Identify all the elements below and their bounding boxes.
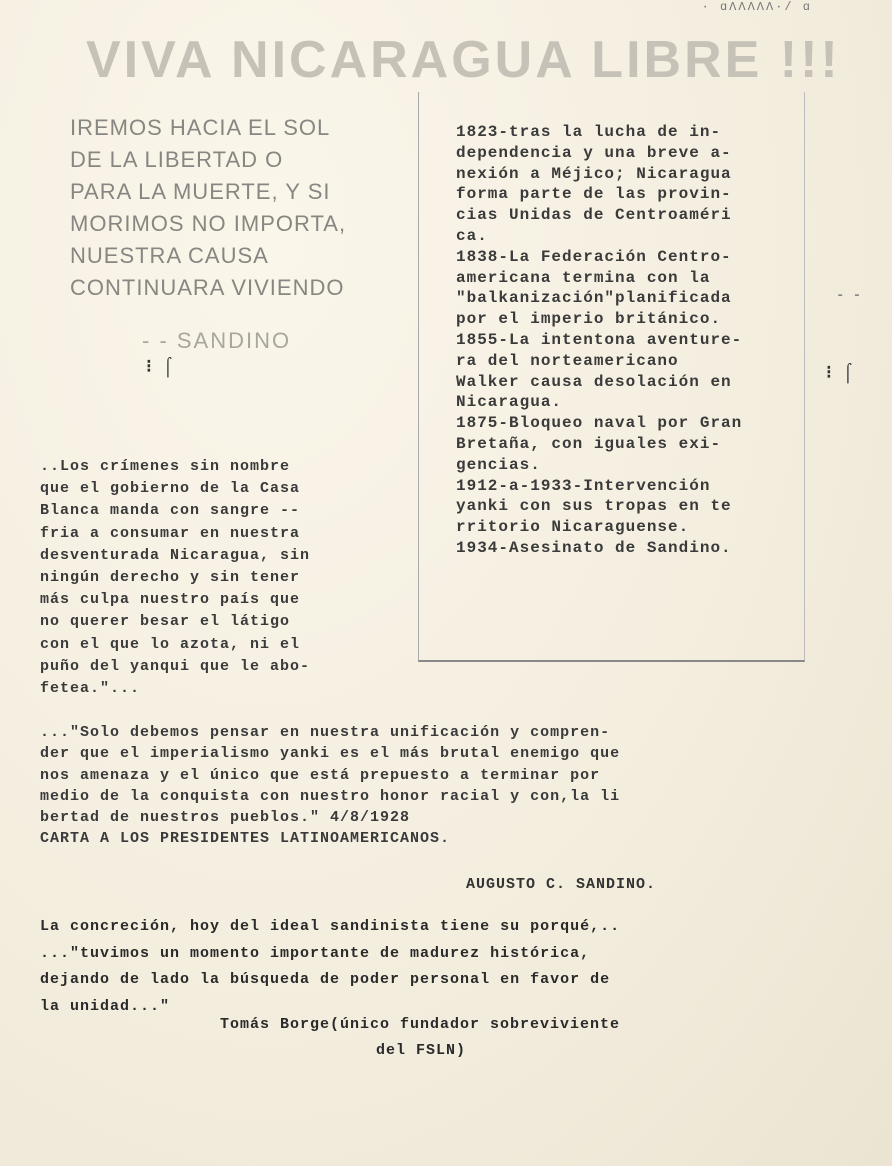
sandino-quote-line: MORIMOS NO IMPORTA,	[70, 211, 347, 236]
sandino-quote-line: CONTINUARA VIVIENDO	[70, 275, 345, 300]
quote-line: que el gobierno de la Casa	[40, 480, 301, 498]
timeline-line: Walker causa desolación en	[456, 372, 732, 391]
timeline-line: 1838-La Federación Centro-	[456, 247, 732, 266]
timeline-line: dependencia y una breve a-	[456, 143, 732, 162]
timeline-line: 1823-tras la lucha de in-	[456, 123, 722, 141]
timeline-line: cias Unidas de Centroaméri	[456, 206, 732, 225]
quote-line: CARTA A LOS PRESIDENTES LATINOAMERICANOS.	[40, 830, 451, 848]
handwritten-mark: ⁝ ⌠	[146, 358, 174, 378]
quote-line: con el que lo azota, ni el	[40, 635, 301, 653]
corner-mark: · ɑΛΛΛΛΛ·/ ɑ	[701, 0, 812, 14]
quote-line: ningún derecho y sin tener	[40, 569, 301, 587]
timeline-text	[456, 122, 801, 559]
timeline-line: ca.	[456, 226, 488, 245]
timeline-line: rritorio Nicaraguense.	[456, 518, 690, 537]
quote-line: ..Los crímenes sin nombre	[40, 458, 291, 475]
quote-line: bertad de nuestros pueblos." 4/8/1928	[40, 809, 411, 827]
timeline-line: 1934-Asesinato de Sandino.	[456, 538, 732, 557]
page-title: VIVA NICARAGUA LIBRE !!!	[86, 31, 841, 89]
timeline-line: por el imperio británico.	[456, 310, 722, 329]
quote-line: medio de la conquista con nuestro honor racial y con,la li	[40, 787, 621, 805]
quote-line: dejando de lado la búsqueda de poder personal en favor de	[40, 971, 611, 988]
quote-line: nos amenaza y el único que está prepuesto a terminar por	[40, 766, 601, 784]
timeline-line: gencias.	[456, 455, 541, 474]
timeline-line: 1912-a-1933-Intervención	[456, 476, 711, 495]
borge-author	[220, 1012, 620, 1064]
timeline-line: Nicaragua.	[456, 393, 563, 412]
quote-line: no querer besar el látigo	[40, 613, 291, 631]
timeline-line: ra del norteamericano	[456, 351, 679, 370]
quote-line: fetea."...	[40, 680, 141, 698]
timeline-line: "balkanización"planificada	[456, 289, 732, 308]
author-line: Tomás Borge(único fundador sobreviviente	[220, 1016, 621, 1033]
quote-line: der que el imperialismo yanki es el más brutal enemigo que	[40, 745, 621, 763]
author-line: del FSLN)	[376, 1042, 467, 1059]
quote-line: la unidad..."	[40, 997, 171, 1015]
quote-line: Blanca manda con sangre --	[40, 502, 301, 520]
timeline-line: yanki con sus tropas en te	[456, 497, 732, 516]
quote-line: desventurada Nicaragua, sin	[40, 546, 311, 564]
quote-line: ..."Solo debemos pensar en nuestra unificación y compren-	[40, 724, 611, 741]
sandino-quote-line: IREMOS HACIA EL SOL	[70, 115, 331, 140]
sandino-signature: - - SANDINO	[142, 328, 292, 353]
timeline-line: 1875-Bloqueo naval por Gran	[456, 414, 743, 433]
quote-line: puño del yanqui que le abo-	[40, 657, 311, 675]
timeline-line: 1855-La intentona aventure-	[456, 330, 743, 349]
timeline-line: americana termina con la	[456, 268, 711, 287]
timeline-line: Bretaña, con iguales exi-	[456, 434, 722, 453]
margin-mark: ⁝ ⌠	[826, 364, 854, 384]
timeline-line: nexión a Méjico; Nicaragua	[456, 164, 732, 183]
unification-quote	[40, 722, 860, 850]
sandino-quote-line: PARA LA MUERTE, Y SI	[70, 179, 331, 204]
timeline-line: forma parte de las provin-	[456, 185, 732, 204]
sandino-author: AUGUSTO C. SANDINO.	[466, 876, 657, 893]
sandino-quote	[70, 112, 390, 304]
quote-line: más culpa nuestro país que	[40, 591, 301, 609]
quote-line: ..."tuvimos un momento importante de madurez histórica,	[40, 944, 591, 962]
margin-dash: - -	[836, 288, 862, 304]
sandino-quote-line: DE LA LIBERTAD O	[70, 147, 284, 172]
borge-quote	[40, 914, 860, 1020]
quote-line: fria a consumar en nuestra	[40, 524, 301, 542]
quote-line: La concreción, hoy del ideal sandinista tiene su porqué,..	[40, 918, 621, 935]
sandino-quote-line: NUESTRA CAUSA	[70, 243, 269, 268]
white-house-quote	[40, 456, 400, 700]
